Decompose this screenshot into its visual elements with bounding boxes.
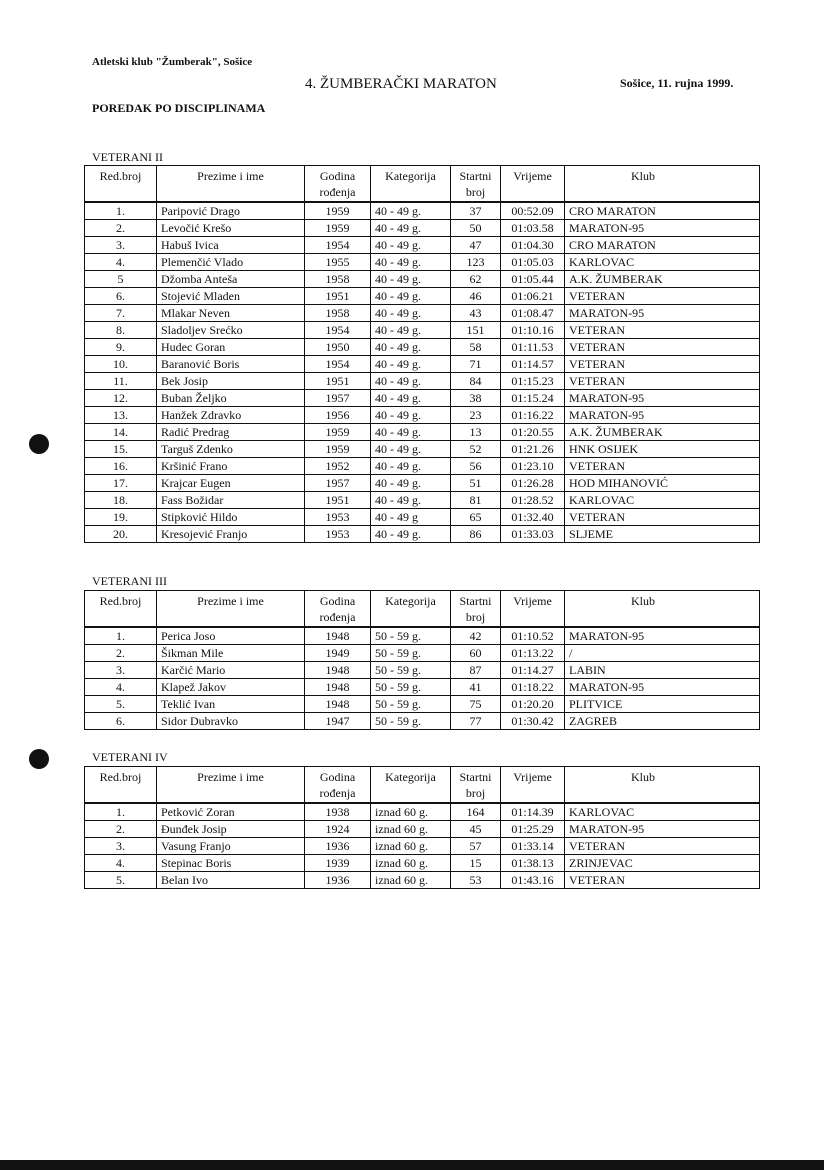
- time-cell: 01:03.58: [501, 220, 565, 237]
- time-cell: 01:13.22: [501, 645, 565, 662]
- time-cell: 01:05.03: [501, 254, 565, 271]
- time-cell: 01:43.16: [501, 872, 565, 889]
- start-number-cell: 71: [451, 356, 501, 373]
- start-number-cell: 37: [451, 202, 501, 220]
- name-cell: Kresojević Franjo: [157, 526, 305, 543]
- name-cell: Šikman Mile: [157, 645, 305, 662]
- rank-cell: 2.: [85, 645, 157, 662]
- col-rank-header: Red.broj: [85, 166, 157, 203]
- rank-cell: 1.: [85, 803, 157, 821]
- birth-year-cell: 1951: [305, 373, 371, 390]
- punch-hole: [29, 749, 49, 769]
- category-cell: 40 - 49 g.: [371, 271, 451, 288]
- col-name-header: Prezime i ime: [157, 591, 305, 628]
- table-row: [85, 424, 760, 441]
- table-row: [85, 237, 760, 254]
- table-row: [85, 441, 760, 458]
- place-date: Sošice, 11. rujna 1999.: [620, 76, 734, 90]
- birth-year-cell: 1948: [305, 696, 371, 713]
- start-number-cell: 13: [451, 424, 501, 441]
- club-cell: VETERAN: [565, 838, 760, 855]
- birth-year-cell: 1939: [305, 855, 371, 872]
- club-cell: VETERAN: [565, 339, 760, 356]
- club-cell: VETERAN: [565, 458, 760, 475]
- birth-year-cell: 1951: [305, 288, 371, 305]
- table-row: [85, 322, 760, 339]
- start-number-cell: 53: [451, 872, 501, 889]
- category-cell: iznad 60 g.: [371, 872, 451, 889]
- start-number-cell: 47: [451, 237, 501, 254]
- table-row: [85, 509, 760, 526]
- table-row: [85, 202, 760, 220]
- table-row: [85, 696, 760, 713]
- col-name-header: Prezime i ime: [157, 767, 305, 804]
- club-cell: HNK OSIJEK: [565, 441, 760, 458]
- time-cell: 01:06.21: [501, 288, 565, 305]
- section-title: VETERANI III: [92, 574, 167, 588]
- scan-edge: [0, 1160, 824, 1170]
- start-number-cell: 87: [451, 662, 501, 679]
- rank-cell: 13.: [85, 407, 157, 424]
- time-cell: 01:23.10: [501, 458, 565, 475]
- category-cell: 40 - 49 g.: [371, 458, 451, 475]
- category-cell: 40 - 49 g.: [371, 492, 451, 509]
- col-club-header: Klub: [565, 767, 760, 804]
- club-cell: KARLOVAC: [565, 803, 760, 821]
- time-cell: 01:15.23: [501, 373, 565, 390]
- birth-year-cell: 1953: [305, 509, 371, 526]
- birth-year-cell: 1948: [305, 679, 371, 696]
- rank-cell: 6.: [85, 713, 157, 730]
- category-cell: iznad 60 g.: [371, 821, 451, 838]
- birth-year-cell: 1957: [305, 390, 371, 407]
- category-cell: 50 - 59 g.: [371, 696, 451, 713]
- club-cell: HOD MIHANOVIĆ: [565, 475, 760, 492]
- birth-year-cell: 1957: [305, 475, 371, 492]
- name-cell: Paripović Drago: [157, 202, 305, 220]
- rank-cell: 5: [85, 271, 157, 288]
- time-cell: 01:15.24: [501, 390, 565, 407]
- table-row: [85, 305, 760, 322]
- start-number-cell: 41: [451, 679, 501, 696]
- rank-cell: 1.: [85, 202, 157, 220]
- name-cell: Sidor Dubravko: [157, 713, 305, 730]
- table-row: [85, 855, 760, 872]
- category-cell: 40 - 49 g.: [371, 390, 451, 407]
- birth-year-cell: 1959: [305, 441, 371, 458]
- rank-cell: 8.: [85, 322, 157, 339]
- col-club-header: Klub: [565, 591, 760, 628]
- category-cell: 50 - 59 g.: [371, 713, 451, 730]
- table-row: [85, 492, 760, 509]
- category-cell: 50 - 59 g.: [371, 679, 451, 696]
- name-cell: Belan Ivo: [157, 872, 305, 889]
- start-number-cell: 65: [451, 509, 501, 526]
- name-cell: Hanžek Zdravko: [157, 407, 305, 424]
- table-row: [85, 662, 760, 679]
- header-row: [85, 767, 760, 804]
- table-row: [85, 356, 760, 373]
- col-year-header: Godina rođenja: [305, 166, 371, 203]
- rank-cell: 2.: [85, 220, 157, 237]
- name-cell: Vasung Franjo: [157, 838, 305, 855]
- table-row: [85, 339, 760, 356]
- club-cell: KARLOVAC: [565, 254, 760, 271]
- rank-cell: 5.: [85, 696, 157, 713]
- club-cell: MARATON-95: [565, 390, 760, 407]
- col-time-header: Vrijeme: [501, 767, 565, 804]
- time-cell: 01:11.53: [501, 339, 565, 356]
- start-number-cell: 123: [451, 254, 501, 271]
- start-number-cell: 77: [451, 713, 501, 730]
- col-year-header: Godina rođenja: [305, 591, 371, 628]
- start-number-cell: 57: [451, 838, 501, 855]
- name-cell: Krajcar Eugen: [157, 475, 305, 492]
- time-cell: 01:21.26: [501, 441, 565, 458]
- name-cell: Fass Božidar: [157, 492, 305, 509]
- rank-cell: 20.: [85, 526, 157, 543]
- birth-year-cell: 1953: [305, 526, 371, 543]
- rank-cell: 5.: [85, 872, 157, 889]
- table-row: [85, 645, 760, 662]
- table-row: [85, 220, 760, 237]
- rank-cell: 3.: [85, 237, 157, 254]
- club-cell: LABIN: [565, 662, 760, 679]
- start-number-cell: 62: [451, 271, 501, 288]
- category-cell: 40 - 49 g.: [371, 356, 451, 373]
- rank-cell: 15.: [85, 441, 157, 458]
- name-cell: Radić Predrag: [157, 424, 305, 441]
- time-cell: 01:38.13: [501, 855, 565, 872]
- start-number-cell: 50: [451, 220, 501, 237]
- birth-year-cell: 1950: [305, 339, 371, 356]
- start-number-cell: 81: [451, 492, 501, 509]
- start-number-cell: 86: [451, 526, 501, 543]
- birth-year-cell: 1958: [305, 305, 371, 322]
- time-cell: 01:10.52: [501, 627, 565, 645]
- time-cell: 01:32.40: [501, 509, 565, 526]
- category-cell: 40 - 49 g.: [371, 220, 451, 237]
- start-number-cell: 38: [451, 390, 501, 407]
- club-cell: VETERAN: [565, 322, 760, 339]
- start-number-cell: 45: [451, 821, 501, 838]
- name-cell: Targuš Zdenko: [157, 441, 305, 458]
- table-row: [85, 271, 760, 288]
- table-row: [85, 288, 760, 305]
- club-cell: VETERAN: [565, 872, 760, 889]
- name-cell: Perica Joso: [157, 627, 305, 645]
- name-cell: Kršinić Frano: [157, 458, 305, 475]
- category-cell: 40 - 49 g.: [371, 373, 451, 390]
- category-cell: iznad 60 g.: [371, 838, 451, 855]
- birth-year-cell: 1936: [305, 872, 371, 889]
- rank-cell: 12.: [85, 390, 157, 407]
- time-cell: 01:28.52: [501, 492, 565, 509]
- rank-cell: 4.: [85, 679, 157, 696]
- category-cell: 40 - 49 g.: [371, 305, 451, 322]
- rank-cell: 6.: [85, 288, 157, 305]
- club-cell: VETERAN: [565, 373, 760, 390]
- birth-year-cell: 1951: [305, 492, 371, 509]
- club-cell: ZAGREB: [565, 713, 760, 730]
- start-number-cell: 43: [451, 305, 501, 322]
- club-name: Atletski klub "Žumberak", Sošice: [92, 56, 253, 68]
- birth-year-cell: 1924: [305, 821, 371, 838]
- rank-cell: 3.: [85, 662, 157, 679]
- birth-year-cell: 1947: [305, 713, 371, 730]
- category-cell: 40 - 49 g.: [371, 407, 451, 424]
- category-cell: iznad 60 g.: [371, 803, 451, 821]
- club-cell: PLITVICE: [565, 696, 760, 713]
- name-cell: Teklić Ivan: [157, 696, 305, 713]
- name-cell: Buban Željko: [157, 390, 305, 407]
- birth-year-cell: 1955: [305, 254, 371, 271]
- header-row: [85, 166, 760, 203]
- rank-cell: 16.: [85, 458, 157, 475]
- time-cell: 01:26.28: [501, 475, 565, 492]
- table-row: [85, 373, 760, 390]
- col-year-header: Godina rođenja: [305, 767, 371, 804]
- rank-cell: 14.: [85, 424, 157, 441]
- club-cell: CRO MARATON: [565, 237, 760, 254]
- time-cell: 01:05.44: [501, 271, 565, 288]
- club-cell: KARLOVAC: [565, 492, 760, 509]
- time-cell: 01:14.27: [501, 662, 565, 679]
- start-number-cell: 46: [451, 288, 501, 305]
- section-title: VETERANI IV: [92, 750, 168, 764]
- name-cell: Đunđek Josip: [157, 821, 305, 838]
- time-cell: 01:18.22: [501, 679, 565, 696]
- category-cell: 40 - 49 g.: [371, 441, 451, 458]
- time-cell: 01:08.47: [501, 305, 565, 322]
- col-name-header: Prezime i ime: [157, 166, 305, 203]
- table-row: [85, 679, 760, 696]
- birth-year-cell: 1954: [305, 322, 371, 339]
- club-cell: MARATON-95: [565, 821, 760, 838]
- col-start-number-header: Startni broj: [451, 591, 501, 628]
- col-club-header: Klub: [565, 166, 760, 203]
- time-cell: 00:52.09: [501, 202, 565, 220]
- time-cell: 01:20.20: [501, 696, 565, 713]
- rank-cell: 18.: [85, 492, 157, 509]
- name-cell: Plemenčić Vlado: [157, 254, 305, 271]
- club-cell: A.K. ŽUMBERAK: [565, 271, 760, 288]
- table-row: [85, 526, 760, 543]
- birth-year-cell: 1959: [305, 202, 371, 220]
- birth-year-cell: 1959: [305, 424, 371, 441]
- name-cell: Džomba Anteša: [157, 271, 305, 288]
- col-category-header: Kategorija: [371, 591, 451, 628]
- name-cell: Levočić Krešo: [157, 220, 305, 237]
- rank-cell: 19.: [85, 509, 157, 526]
- club-cell: VETERAN: [565, 288, 760, 305]
- club-cell: VETERAN: [565, 356, 760, 373]
- birth-year-cell: 1949: [305, 645, 371, 662]
- birth-year-cell: 1936: [305, 838, 371, 855]
- category-cell: 40 - 49 g.: [371, 288, 451, 305]
- club-cell: /: [565, 645, 760, 662]
- section-title: VETERANI II: [92, 150, 163, 164]
- rank-cell: 9.: [85, 339, 157, 356]
- punch-hole: [29, 434, 49, 454]
- birth-year-cell: 1954: [305, 356, 371, 373]
- name-cell: Klapež Jakov: [157, 679, 305, 696]
- rank-cell: 2.: [85, 821, 157, 838]
- category-cell: 40 - 49 g.: [371, 339, 451, 356]
- col-rank-header: Red.broj: [85, 591, 157, 628]
- name-cell: Bek Josip: [157, 373, 305, 390]
- page-title: 4. ŽUMBERAČKI MARATON: [305, 76, 497, 92]
- category-cell: iznad 60 g.: [371, 855, 451, 872]
- category-cell: 40 - 49 g.: [371, 526, 451, 543]
- birth-year-cell: 1948: [305, 662, 371, 679]
- club-cell: MARATON-95: [565, 305, 760, 322]
- time-cell: 01:14.57: [501, 356, 565, 373]
- birth-year-cell: 1938: [305, 803, 371, 821]
- header-row: [85, 591, 760, 628]
- name-cell: Hudec Goran: [157, 339, 305, 356]
- rank-cell: 7.: [85, 305, 157, 322]
- col-time-header: Vrijeme: [501, 591, 565, 628]
- scan-speck: [522, 986, 524, 996]
- birth-year-cell: 1956: [305, 407, 371, 424]
- club-cell: SLJEME: [565, 526, 760, 543]
- club-cell: CRO MARATON: [565, 202, 760, 220]
- rank-cell: 1.: [85, 627, 157, 645]
- col-start-number-header: Startni broj: [451, 166, 501, 203]
- name-cell: Habuš Ivica: [157, 237, 305, 254]
- category-cell: 40 - 49 g.: [371, 237, 451, 254]
- club-cell: ZRINJEVAC: [565, 855, 760, 872]
- category-cell: 40 - 49 g.: [371, 424, 451, 441]
- time-cell: 01:16.22: [501, 407, 565, 424]
- name-cell: Karčić Mario: [157, 662, 305, 679]
- start-number-cell: 15: [451, 855, 501, 872]
- start-number-cell: 51: [451, 475, 501, 492]
- rank-cell: 4.: [85, 254, 157, 271]
- table-row: [85, 475, 760, 492]
- time-cell: 01:33.14: [501, 838, 565, 855]
- category-cell: 40 - 49 g: [371, 509, 451, 526]
- name-cell: Petković Zoran: [157, 803, 305, 821]
- time-cell: 01:25.29: [501, 821, 565, 838]
- table-row: [85, 838, 760, 855]
- time-cell: 01:33.03: [501, 526, 565, 543]
- start-number-cell: 84: [451, 373, 501, 390]
- category-cell: 40 - 49 g.: [371, 202, 451, 220]
- name-cell: Stepinac Boris: [157, 855, 305, 872]
- category-cell: 50 - 59 g.: [371, 645, 451, 662]
- start-number-cell: 164: [451, 803, 501, 821]
- club-cell: MARATON-95: [565, 627, 760, 645]
- category-cell: 40 - 49 g.: [371, 475, 451, 492]
- table-row: [85, 821, 760, 838]
- name-cell: Stipković Hildo: [157, 509, 305, 526]
- time-cell: 01:20.55: [501, 424, 565, 441]
- club-cell: A.K. ŽUMBERAK: [565, 424, 760, 441]
- table-row: [85, 390, 760, 407]
- table-row: [85, 407, 760, 424]
- col-start-number-header: Startni broj: [451, 767, 501, 804]
- col-category-header: Kategorija: [371, 166, 451, 203]
- rank-cell: 17.: [85, 475, 157, 492]
- birth-year-cell: 1959: [305, 220, 371, 237]
- start-number-cell: 60: [451, 645, 501, 662]
- table-row: [85, 458, 760, 475]
- time-cell: 01:30.42: [501, 713, 565, 730]
- table-row: [85, 254, 760, 271]
- subtitle: POREDAK PO DISCIPLINAMA: [92, 101, 266, 115]
- birth-year-cell: 1954: [305, 237, 371, 254]
- category-cell: 50 - 59 g.: [371, 627, 451, 645]
- name-cell: Sladoljev Srećko: [157, 322, 305, 339]
- name-cell: Mlakar Neven: [157, 305, 305, 322]
- start-number-cell: 58: [451, 339, 501, 356]
- results-table: [84, 766, 760, 889]
- start-number-cell: 56: [451, 458, 501, 475]
- birth-year-cell: 1952: [305, 458, 371, 475]
- results-table: [84, 165, 760, 543]
- col-category-header: Kategorija: [371, 767, 451, 804]
- start-number-cell: 75: [451, 696, 501, 713]
- rank-cell: 11.: [85, 373, 157, 390]
- rank-cell: 3.: [85, 838, 157, 855]
- birth-year-cell: 1948: [305, 627, 371, 645]
- club-cell: MARATON-95: [565, 679, 760, 696]
- start-number-cell: 151: [451, 322, 501, 339]
- club-cell: MARATON-95: [565, 220, 760, 237]
- rank-cell: 10.: [85, 356, 157, 373]
- start-number-cell: 42: [451, 627, 501, 645]
- start-number-cell: 23: [451, 407, 501, 424]
- col-rank-header: Red.broj: [85, 767, 157, 804]
- club-cell: VETERAN: [565, 509, 760, 526]
- category-cell: 40 - 49 g.: [371, 322, 451, 339]
- time-cell: 01:04.30: [501, 237, 565, 254]
- table-row: [85, 872, 760, 889]
- club-cell: MARATON-95: [565, 407, 760, 424]
- category-cell: 50 - 59 g.: [371, 662, 451, 679]
- birth-year-cell: 1958: [305, 271, 371, 288]
- table-row: [85, 627, 760, 645]
- time-cell: 01:14.39: [501, 803, 565, 821]
- table-row: [85, 803, 760, 821]
- col-time-header: Vrijeme: [501, 166, 565, 203]
- time-cell: 01:10.16: [501, 322, 565, 339]
- rank-cell: 4.: [85, 855, 157, 872]
- name-cell: Stojević Mladen: [157, 288, 305, 305]
- name-cell: Baranović Boris: [157, 356, 305, 373]
- table-row: [85, 713, 760, 730]
- category-cell: 40 - 49 g.: [371, 254, 451, 271]
- start-number-cell: 52: [451, 441, 501, 458]
- results-table: [84, 590, 760, 730]
